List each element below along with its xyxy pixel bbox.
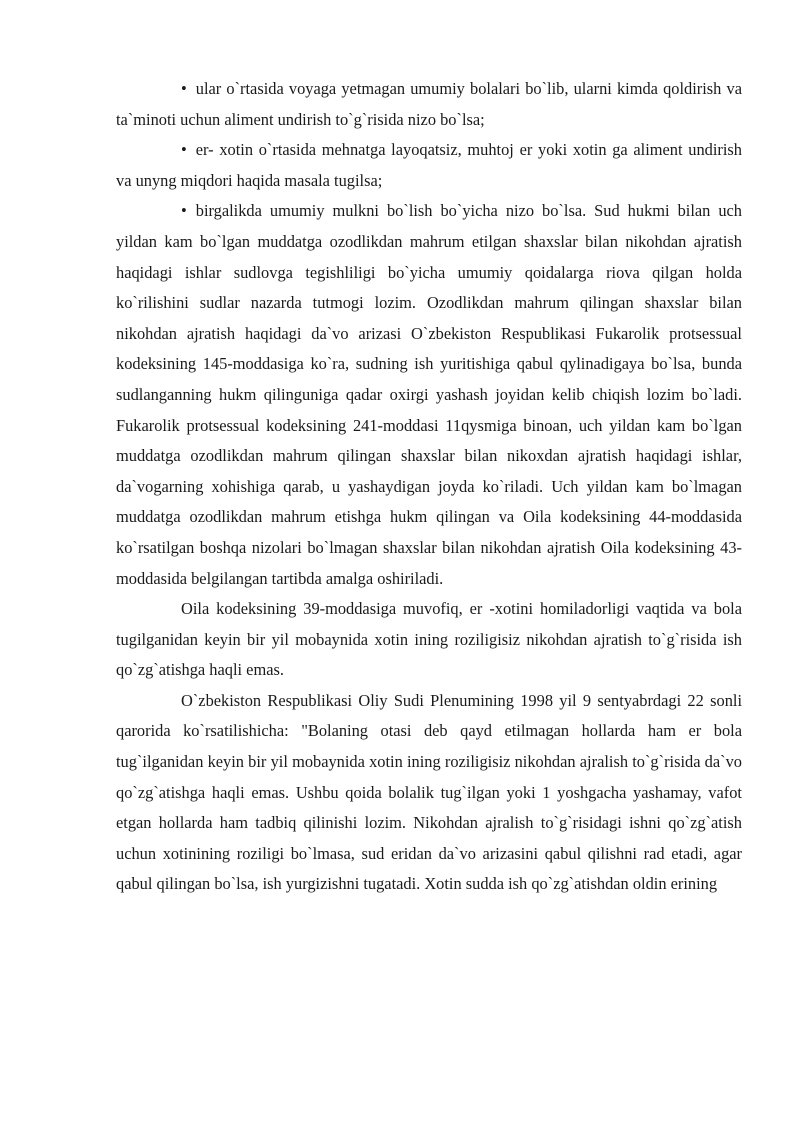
document-body (116, 74, 742, 900)
paragraph-plenum-decision (116, 686, 742, 900)
bullet-mark: • (181, 201, 187, 221)
bullet-paragraph-children-alimony (116, 74, 742, 135)
paragraph-text: er- xotin o`rtasida mehnatga layoqatsiz, muhtoj er yoki xotin ga aliment undirish va unyng miqdori haqida masala tugilsa; (116, 140, 742, 190)
paragraph-article-39 (116, 594, 742, 686)
bullet-mark: • (181, 140, 187, 160)
bullet-paragraph-spouse-alimony (116, 135, 742, 196)
paragraph-text: O`zbekiston Respublikasi Oliy Sudi Plenumining 1998 yil 9 sentyabrdagi 22 sonli qarorida ko`rsatilishicha: "Bolaning otasi deb qayd etilmagan hollarda ham er bola tug`ilganidan keyin bir yil mobaynida xotin ining roziligisiz nikohdan ajralish to`g`risida da`vo qo`zg`atishga haqli emas. Ushbu qoida bolalik tug`ilgan yoki 1 yoshgacha yashamay, vafot etgan hollarda ham tadbiq qilinishi lozim. Nikohdan ajralish to`g`risidagi ishni qo`zg`atish uchun xotinining roziligi bo`lmasa, sud eridan da`vo arizasini qabul qilishni rad etadi, agar qabul qilingan bo`lsa, ish yurgizishni tugatadi. Xotin sudda ish qo`zg`atishdan oldin erining (116, 690, 742, 894)
bullet-paragraph-property-division (116, 196, 742, 594)
bullet-mark: • (181, 79, 187, 98)
paragraph-text: ular o`rtasida voyaga yetmagan umumiy bolalari bo`lib, ularni kimda qoldirish va ta`minoti uchun aliment undirish to`g`risida nizo bo`lsa; (116, 79, 742, 129)
paragraph-text: birgalikda umumiy mulkni bo`lish bo`yicha nizo bo`lsa. Sud hukmi bilan uch yildan kam bo`lgan muddatga ozodlikdan mahrum etilgan shaxslar bilan nikohdan ajratish haqidagi ishlar sudlovga tegishliligi bo`yicha umumiy qoidalarga riova qilgan holda ko`rilishini sudlar nazarda tutmogi lozim. Ozodlikdan mahrum qilingan shaxslar bilan nikohdan ajratish haqidagi da`vo arizasi O`zbekiston Respublikasi Fukarolik protsessual kodeksining 145-moddasiga ko`ra, sudning ish yuritishiga qabul qylinadigaya bo`lsa, bunda sudlanganning hukm qilinguniga qadar oxirgi yashash joyidan kelib chiqish lozim bo`ladi. Fukarolik protsessual kodeksining 241-moddasi 11qysmiga binoan, uch yildan kam bo`lgan muddatga ozodlikdan mahrum qilingan shaxslar bilan nikoxdan ajratish haqidagi ishlar, da`vogarning xohishiga qarab, u yashaydigan joyda ko`riladi. Uch yildan kam bo`lmagan muddatga ozodlikdan mahrum etishga hukm qilingan va Oila kodeksining 44-moddasida ko`rsatilgan boshqa nizolari bo`lmagan shaxslar bilan nikohdan ajratish Oila kodeksining 43-moddasida belgilangan tartibda amalga oshiriladi. (116, 201, 742, 588)
paragraph-text: Oila kodeksining 39-moddasiga muvofiq, er -xotini homiladorligi vaqtida va bola tugilganidan keyin bir yil mobaynida xotin ining roziligisiz nikohdan ajratish to`g`risida ish qo`zg`atishga haqli emas. (116, 599, 742, 680)
